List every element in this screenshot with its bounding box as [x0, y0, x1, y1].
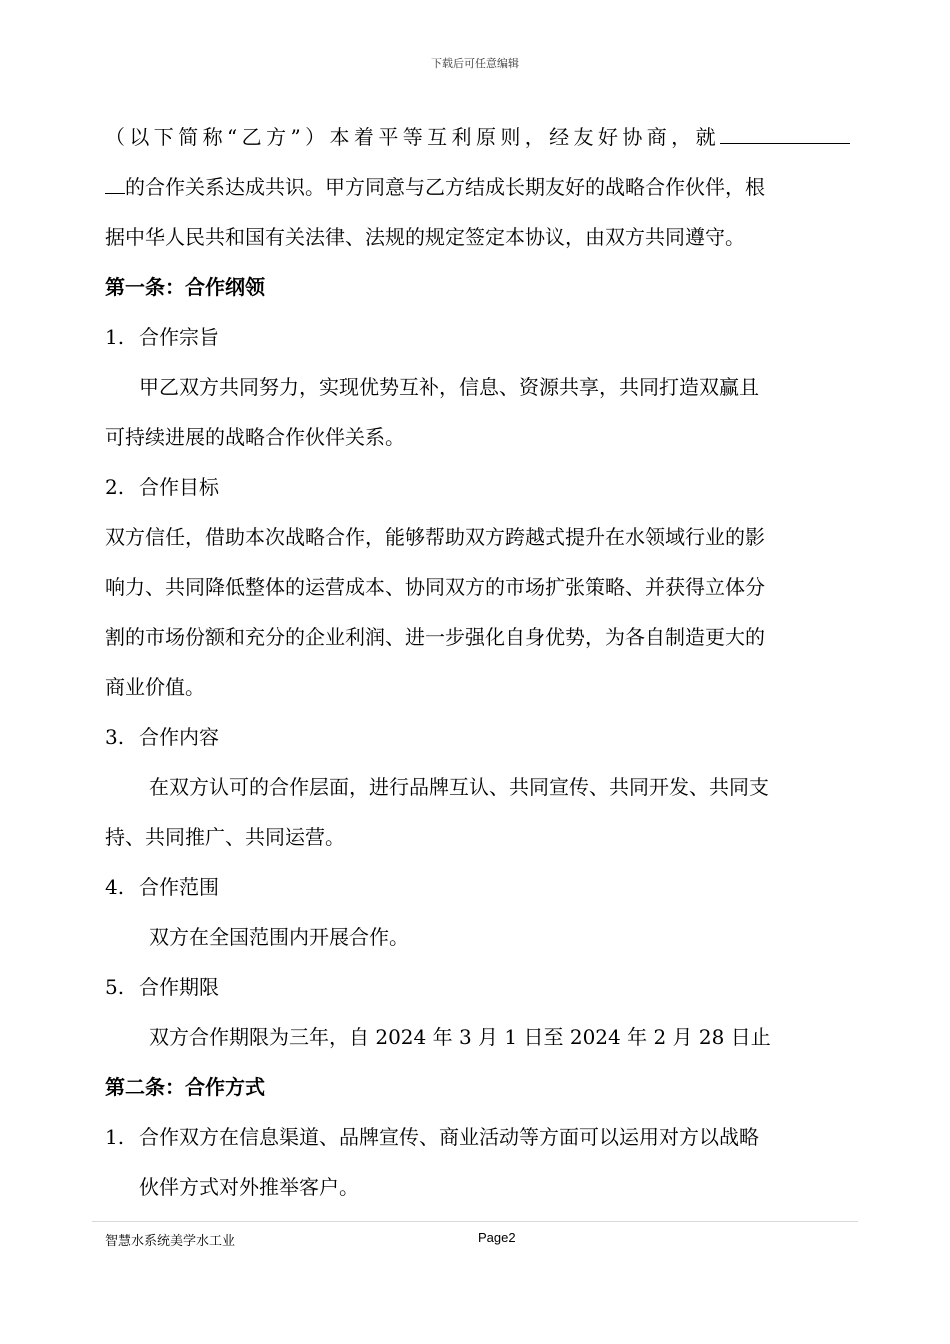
- item-title: 合作宗旨: [139, 325, 219, 349]
- item-3-heading: [105, 712, 850, 762]
- item-1-text-line-2: 可持续进展的战略合作伙伴关系。: [105, 425, 405, 449]
- item-title: 合作范围: [139, 875, 219, 899]
- fill-blank-short: [105, 175, 125, 194]
- page-number: Page2: [478, 1230, 516, 1245]
- footer-company-text: 智慧水系统美学水工业: [105, 1234, 236, 1249]
- item-1-text-line-1: 甲乙双方共同努力，实现优势互补，信息、资源共享，共同打造双赢且: [139, 375, 759, 399]
- item-title: 合作目标: [139, 475, 219, 499]
- item-2-heading: [105, 462, 850, 512]
- item-3-text-line-2: 持、共同推广、共同运营。: [105, 825, 345, 849]
- item-2-text-line-2: 响力、共同降低整体的运营成本、协同双方的市场扩张策略、并获得立体分: [105, 575, 765, 599]
- article-2-item-1-line-1: 1. 合作双方在信息渠道、品牌宣传、商业活动等方面可以运用对方以战略: [105, 1112, 850, 1162]
- item-2-text-line-1: 双方信任，借助本次战略合作，能够帮助双方跨越式提升在水领域行业的影: [105, 525, 765, 549]
- item-2-text-line-4: 商业价值。: [105, 675, 205, 699]
- item-1-heading: [105, 312, 850, 362]
- document-body: [105, 112, 850, 1212]
- item-title: 合作内容: [139, 725, 219, 749]
- page-header: 下载后可任意编辑: [431, 57, 519, 70]
- intro-line-1: （以下简称“乙方”）本着平等互利原则，经友好协商，就: [105, 112, 850, 162]
- intro-line-3: 据中华人民共和国有关法律、法规的规定签定本协议，由双方共同遵守。: [105, 225, 745, 249]
- article-2-item-1-line-2: 伙伴方式对外推举客户。: [139, 1175, 359, 1199]
- item-2-text-line-3: 割的市场份额和充分的企业利润、进一步强化自身优势，为各自制造更大的: [105, 625, 765, 649]
- item-3-text-line-1: 在双方认可的合作层面，进行品牌互认、共同宣传、共同开发、共同支: [149, 775, 769, 799]
- item-5-text-line-1: 双方合作期限为三年，自 2024 年 3 月 1 日至 2024 年 2 月 28 日止: [149, 1025, 771, 1049]
- footer-divider: [92, 1221, 858, 1222]
- item-4-text-line-1: 双方在全国范围内开展合作。: [149, 925, 409, 949]
- article-1-heading: 第一条：合作纲领: [105, 275, 265, 299]
- article-2-heading: 第二条：合作方式: [105, 1075, 265, 1099]
- item-number: 1.: [105, 325, 125, 349]
- item-number: 2.: [105, 475, 125, 499]
- item-number: 4.: [105, 875, 125, 899]
- fill-blank: [720, 125, 850, 144]
- item-number: 1.: [105, 1125, 125, 1149]
- item-4-heading: [105, 862, 850, 912]
- item-number: 3.: [105, 725, 125, 749]
- intro-line-2: 的合作关系达成共识。甲方同意与乙方结成长期友好的战略合作伙伴，根: [105, 162, 850, 212]
- item-number: 5.: [105, 975, 125, 999]
- item-5-heading: [105, 962, 850, 1012]
- item-title: 合作期限: [139, 975, 219, 999]
